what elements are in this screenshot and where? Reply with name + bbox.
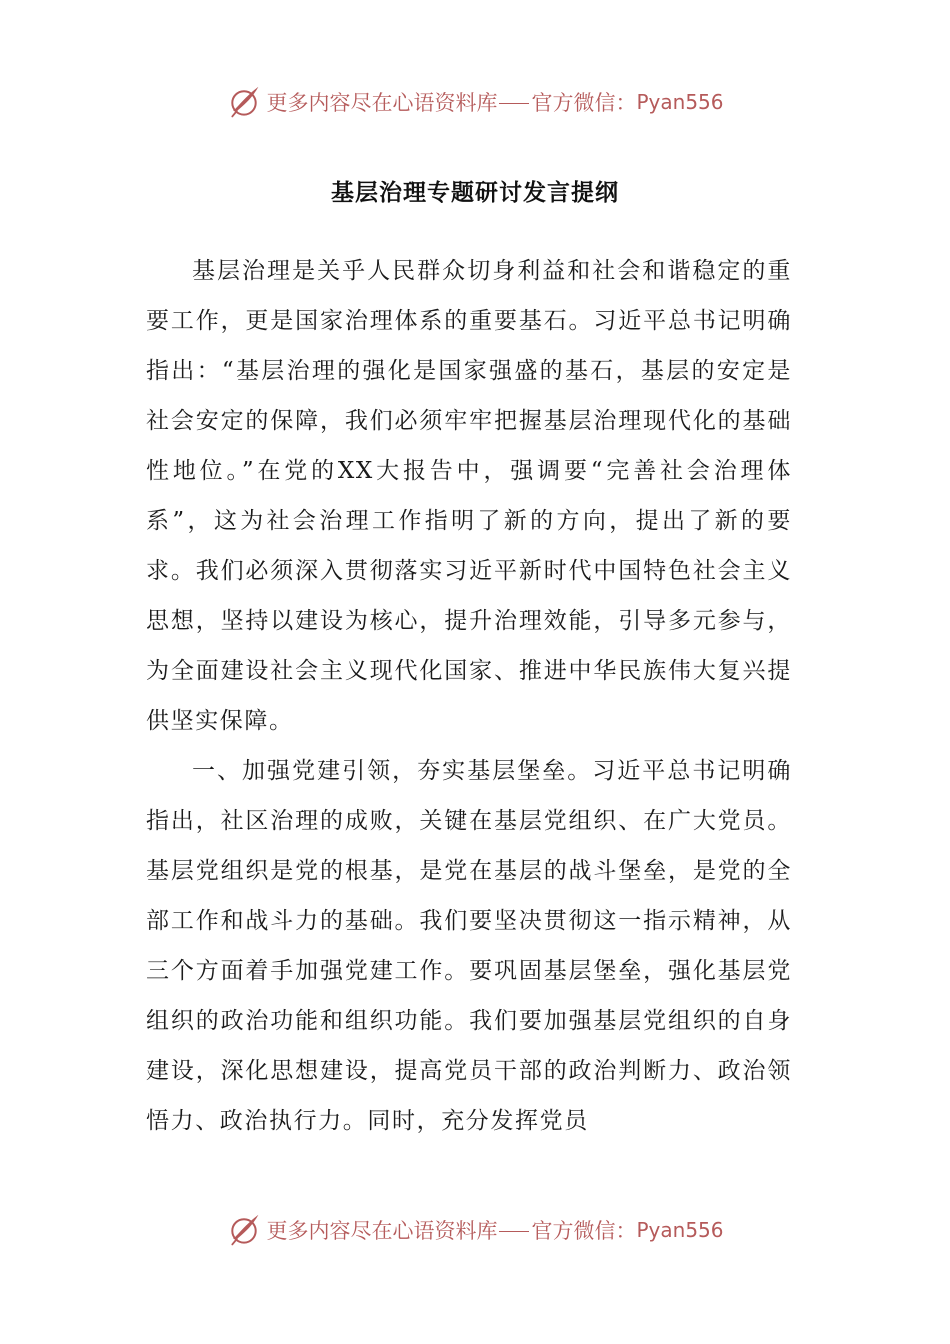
header-watermark-banner [0,80,950,124]
paragraph-section-one: 一、加强党建引领，夯实基层堡垒。习近平总书记明确指出，社区治理的成败，关键在基层党组织、在广大党员。基层党组织是党的根基，是党在基层的战斗堡垒，是党的全部工作和战斗力的基础。我们要坚决贯彻这一指示精神，从三个方面着手加强党建工作。要巩固基层堡垒，强化基层党组织的政治功能和组织功能。我们要加强基层党组织的自身建设，深化思想建设，提高党员干部的政治判断力、政治领悟力、政治执行力。同时，充分发挥党员 [146,758,792,1134]
footer-watermark-banner [0,1208,950,1252]
banner-wechat-id: Pyan556 [636,90,724,114]
banner-dash [499,1231,529,1232]
banner-text: 更多内容尽在心语资料库 [266,91,498,115]
banner-dash [499,103,529,104]
banner-text: 更多内容尽在心语资料库 [266,1219,498,1243]
banner-wechat-label: 官方微信： [531,1219,637,1243]
paragraph-intro: 基层治理是关乎人民群众切身利益和社会和谐稳定的重要工作，更是国家治理体系的重要基石。习近平总书记明确指出：“基层治理的强化是国家强盛的基石，基层的安定是社会安定的保障，我们必须牢牢把握基层治理现代化的基础性地位。”在党的XX大报告中，强调要“完善社会治理体系”，这为社会治理工作指明了新的方向，提出了新的要求。我们必须深入贯彻落实习近平新时代中国特色社会主义思想，坚持以建设为核心，提升治理效能，引导多元参与，为全面建设社会主义现代化国家、推进中华民族伟大复兴提供坚实保障。 [146,258,792,734]
quill-pen-logo-icon [226,1212,262,1248]
quill-pen-logo-icon [226,84,262,120]
document-title: 基层治理专题研讨发言提纲 [331,180,619,206]
banner-wechat-label: 官方微信： [531,91,637,115]
document-body [146,246,792,1146]
banner-wechat-id: Pyan556 [636,1218,724,1242]
